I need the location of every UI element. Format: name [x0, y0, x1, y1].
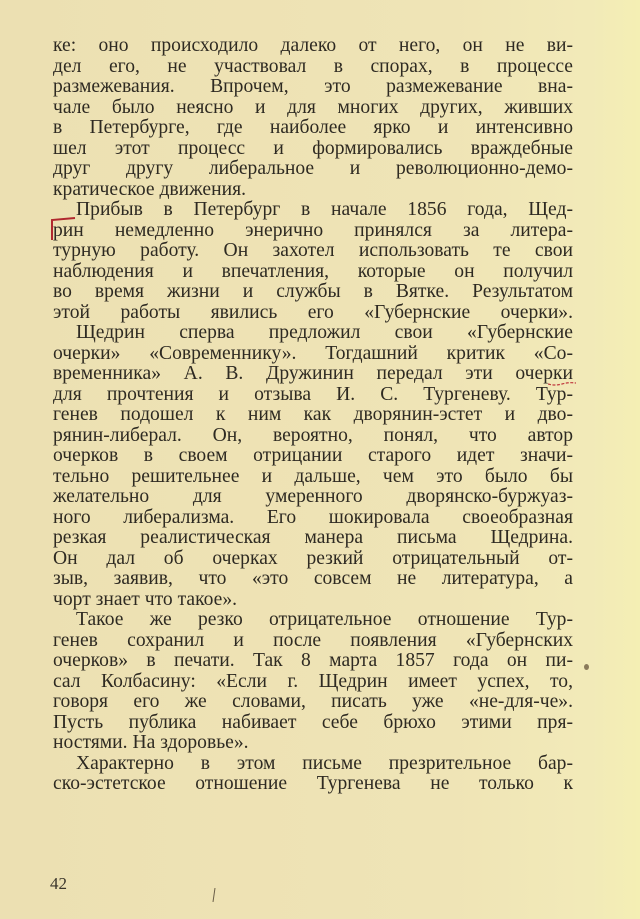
- text-line: генев подошел к ним как дворянин-эстет и дво-: [53, 404, 573, 425]
- margin-speck: [584, 664, 589, 670]
- page-number: 42: [50, 874, 67, 893]
- text-line: наблюдения и впечатления, которые он получил: [53, 260, 573, 282]
- text-line: рянин-либерал. Он, вероятно, понял, что автор: [53, 424, 573, 446]
- text-line: тельно решительнее и дальше, чем это было бы: [53, 465, 573, 487]
- text-line: Он дал об очерках резкий отрицательный от-: [53, 547, 573, 569]
- text-line: в Петербурге, где наиболее ярко и интенсивно: [53, 117, 573, 138]
- text-line: Характерно в этом письме презрительное бар-: [76, 752, 573, 774]
- text-line: чорт знает что такое».: [53, 588, 238, 610]
- text-line: чале было неясно и для многих других, живших: [53, 96, 573, 118]
- text-line: рин немедленно энерично принялся за литера-: [53, 219, 573, 241]
- text-line: говоря его же словами, писать уже «не-для-че».: [53, 691, 573, 712]
- text-line: ке: оно происходило далеко от него, он не ви-: [53, 35, 573, 56]
- text-line: во время жизни и службы в Вятке. Результатом: [53, 281, 573, 302]
- text-line: генев сохранил и после появления «Губернских: [53, 629, 573, 651]
- text-line: друг другу либеральное и революционно-демо-: [53, 158, 573, 179]
- text-line: резкая реалистическая манера письма Щедрина.: [53, 527, 573, 548]
- text-line: очерков» в печати. Так 8 марта 1857 года он пи-: [53, 650, 573, 671]
- text-line: дел его, не участвовал в спорах, в процессе: [53, 55, 573, 77]
- text-line: размежевания. Впрочем, это размежевание вна-: [53, 76, 573, 97]
- text-line: временника» А. В. Дружинин передал эти очерки: [53, 363, 573, 384]
- text-line: очерков в своем отрицании старого идет значи-: [53, 445, 573, 466]
- text-line: Прибыв в Петербург в начале 1856 года, Щед-: [76, 199, 573, 220]
- text-line: зыв, заявив, что «это совсем не литература, а: [53, 568, 573, 589]
- red-paragraph-mark-icon: [49, 217, 77, 241]
- red-underline-mark-icon: [548, 381, 576, 387]
- text-line: ско-эстетское отношение Тургенева не только к: [53, 773, 573, 794]
- text-line: очерки» «Современнику». Тогдашний критик «Со-: [53, 342, 573, 364]
- text-line: Такое же резко отрицательное отношение Тур-: [76, 609, 573, 630]
- text-line: сал Колбасину: «Если г. Щедрин имеет успех, то,: [53, 670, 573, 692]
- text-line: кратическое движения.: [53, 178, 247, 200]
- text-line: ного либерализма. Его шокировала своеобразная: [53, 506, 573, 528]
- page-body-text: [53, 36, 573, 795]
- text-line: для прочтения и отзыва И. С. Тургеневу. Тур-: [53, 383, 573, 405]
- text-line: этой работы явились его «Губернские очерки».: [53, 301, 573, 323]
- text-line: шел этот процесс и формировались враждебные: [53, 137, 573, 159]
- text-line: желательно для умеренного дворянско-буржуаз-: [53, 486, 573, 507]
- text-line: Пусть публика набивает себе брюхо этими пря-: [53, 711, 573, 733]
- pencil-stroke-mark-icon: [212, 888, 216, 902]
- text-line: ностями. На здоровье».: [53, 732, 249, 753]
- text-line: турную работу. Он захотел использовать те свои: [53, 240, 573, 261]
- text-line: Щедрин сперва предложил свои «Губернские: [76, 322, 573, 343]
